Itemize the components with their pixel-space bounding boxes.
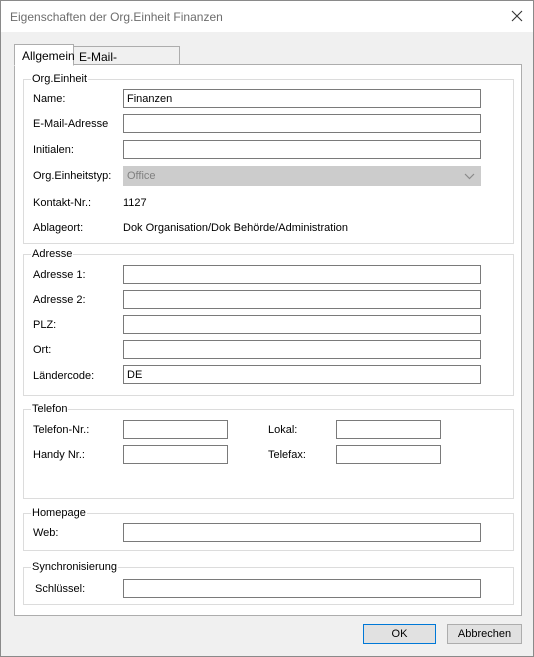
address-group-title: Adresse xyxy=(32,248,73,260)
email-input[interactable] xyxy=(123,114,481,133)
fax-input[interactable] xyxy=(336,445,441,464)
zip-label: PLZ: xyxy=(33,319,57,331)
zip-input[interactable] xyxy=(123,315,481,334)
address1-label: Adresse 1: xyxy=(33,269,86,281)
country-code-input[interactable] xyxy=(123,365,481,384)
city-label: Ort: xyxy=(33,344,52,356)
address2-label: Adresse 2: xyxy=(33,294,86,306)
key-input[interactable] xyxy=(123,579,481,598)
city-input[interactable] xyxy=(123,340,481,359)
homepage-group-title: Homepage xyxy=(32,507,86,519)
mobile-label: Handy Nr.: xyxy=(33,449,85,461)
address2-input[interactable] xyxy=(123,290,481,309)
name-input[interactable] xyxy=(123,89,481,108)
initials-label: Initialen: xyxy=(33,144,74,156)
location-value: Dok Organisation/Dok Behörde/Administration xyxy=(123,222,349,234)
type-select[interactable] xyxy=(123,166,481,186)
phone-number-label: Telefon-Nr.: xyxy=(33,424,90,436)
chevron-down-icon xyxy=(464,171,475,182)
close-icon[interactable] xyxy=(509,8,525,24)
initials-input[interactable] xyxy=(123,140,481,159)
title-bar xyxy=(1,1,533,32)
phone-number-input[interactable] xyxy=(123,420,228,439)
web-label: Web: xyxy=(33,527,59,539)
local-input[interactable] xyxy=(336,420,441,439)
type-label: Org.Einheitstyp: xyxy=(33,170,112,182)
type-select-value: Office xyxy=(127,170,156,182)
fax-label: Telefax: xyxy=(268,449,306,461)
location-label: Ablageort: xyxy=(33,222,84,234)
country-code-label: Ländercode: xyxy=(33,370,95,382)
window-title: Eigenschaften der Org.Einheit Finanzen xyxy=(10,10,223,24)
mobile-input[interactable] xyxy=(123,445,228,464)
email-label: E-Mail-Adresse xyxy=(33,118,109,130)
contact-label: Kontakt-Nr.: xyxy=(33,197,92,209)
sync-group-title: Synchronisierung xyxy=(32,561,117,573)
web-input[interactable] xyxy=(123,523,481,542)
ok-button[interactable]: OK xyxy=(363,624,436,644)
phone-group-title: Telefon xyxy=(32,403,68,415)
cancel-button[interactable]: Abbrechen xyxy=(447,624,522,644)
name-label: Name: xyxy=(33,93,66,105)
address1-input[interactable] xyxy=(123,265,481,284)
contact-value: 1127 xyxy=(123,197,147,209)
local-label: Lokal: xyxy=(268,424,298,436)
tab-allgemein[interactable]: Allgemein xyxy=(14,44,74,66)
org-unit-group-title: Org.Einheit xyxy=(32,73,88,85)
tab-email-settings[interactable]: E-Mail- xyxy=(73,46,180,65)
key-label: Schlüssel: xyxy=(35,583,86,595)
